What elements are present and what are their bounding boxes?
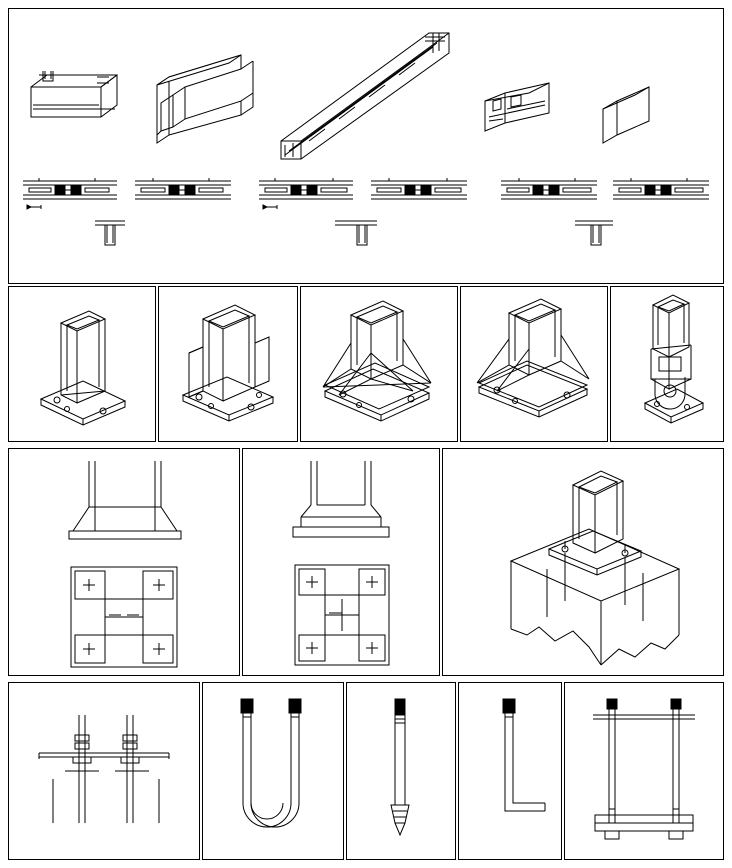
floor-section-detail-2 bbox=[95, 178, 231, 245]
base-plate-elevation-and-plan-a bbox=[8, 448, 240, 676]
column-base-plate-plain bbox=[8, 286, 156, 442]
beam-and-section-details bbox=[8, 8, 724, 284]
floor-section-detail-3 bbox=[259, 178, 353, 209]
long-channel-beam-isometric bbox=[281, 33, 449, 159]
floor-section-detail-5 bbox=[501, 178, 597, 199]
flat-plate-segment bbox=[603, 87, 649, 143]
base-plan-view-a bbox=[71, 567, 177, 667]
column-base-plate-with-gusset bbox=[158, 286, 298, 442]
floor-section-detail-4 bbox=[335, 178, 467, 245]
anchor-bolt-template-assembly bbox=[8, 682, 200, 860]
anchor-bolt-cage-assembly bbox=[564, 682, 724, 860]
floor-section-detail-6 bbox=[575, 178, 709, 245]
base-elevation-view-a bbox=[69, 461, 181, 539]
column-on-concrete-pedestal-isometric bbox=[442, 448, 724, 676]
column-base-plate-four-gussets bbox=[300, 286, 458, 442]
floor-section-detail-1 bbox=[23, 178, 117, 209]
channel-beam-end-detail bbox=[31, 71, 117, 117]
column-base-plate-two-gussets bbox=[460, 286, 608, 442]
l-shaped-anchor-bolt bbox=[458, 682, 562, 860]
u-shaped-anchor-bolt bbox=[202, 682, 344, 860]
base-plan-view-b bbox=[295, 565, 389, 665]
straight-anchor-bolt-with-plate bbox=[346, 682, 456, 860]
short-channel-segment bbox=[485, 83, 549, 131]
base-plate-elevation-and-plan-b bbox=[242, 448, 440, 676]
tee-beam-junction-detail bbox=[157, 55, 253, 143]
base-elevation-view-b bbox=[293, 461, 389, 537]
column-pinned-base-connection bbox=[610, 286, 724, 442]
